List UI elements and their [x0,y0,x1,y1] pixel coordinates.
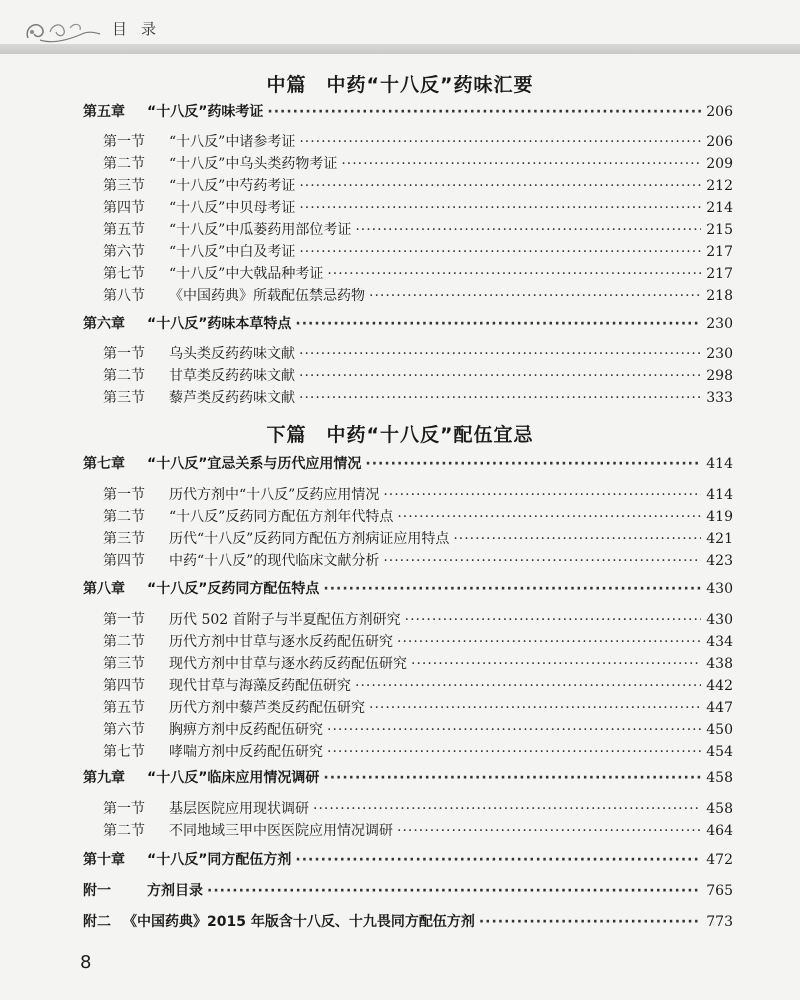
leader-dots [355,676,701,696]
toc-section[interactable] [103,632,733,652]
leader-dots [299,242,701,262]
toc-chapter-10[interactable] [83,850,733,870]
chapter-number: 第六章 [83,316,125,332]
chapter-title: “十八反”反药同方配伍特点 [147,581,320,597]
section-number: 第四节 [103,553,145,569]
leader-dots [327,264,701,284]
leader-dots [299,198,701,218]
section-number: 第二节 [103,823,145,839]
toc-chapter-6[interactable] [83,314,733,334]
leader-dots [313,799,701,819]
appendix-title: 方剂目录 [147,883,203,899]
section-title: 历代“十八反”反药同方配伍方剂病证应用特点 [169,531,450,547]
section-title: 历代方剂中“十八反”反药应用情况 [169,487,380,503]
section-title: “十八反”中诸参考证 [169,134,296,150]
page-ref: 217 [706,266,733,282]
appendix-title: 《中国药典》2015 年版含十八反、十九畏同方配伍方剂 [123,914,475,930]
section-number: 第三节 [103,656,145,672]
page-ref: 217 [706,244,733,260]
leader-dots [295,850,701,870]
chapter-title: “十八反”临床应用情况调研 [147,770,320,786]
page-ref: 430 [706,612,733,628]
section-title: “十八反”中白及考证 [169,244,296,260]
page-ref: 464 [706,823,733,839]
toc-section[interactable] [103,676,733,696]
page-ref: 438 [706,656,733,672]
section-title: “十八反”中乌头类药物考证 [169,156,338,172]
header-title: 目录 [112,20,171,38]
leader-dots [397,821,701,841]
leader-dots [299,388,701,408]
chapter-number: 第十章 [83,852,125,868]
chapter-title: “十八反”宜忌关系与历代应用情况 [147,456,362,472]
page-ref: 765 [706,883,733,899]
page-ref: 421 [706,531,733,547]
page-ref: 209 [706,156,733,172]
page-ref: 298 [706,368,733,384]
toc-chapter-7[interactable] [83,454,733,474]
leader-dots [397,507,701,527]
section-number: 第八节 [103,288,145,304]
toc-section[interactable] [103,264,733,284]
section-number: 第五节 [103,222,145,238]
page-ref: 218 [706,288,733,304]
page-ref: 230 [706,346,733,362]
leader-dots [299,132,701,152]
section-number: 第一节 [103,801,145,817]
page-ref: 454 [706,744,733,760]
page-ref: 206 [706,104,733,120]
section-number: 第四节 [103,678,145,694]
section-number: 第六节 [103,244,145,260]
chapter-number: 第五章 [83,104,125,120]
toc-chapter-9[interactable] [83,768,733,788]
section-title: 胸痹方剂中反药配伍研究 [169,722,323,738]
section-number: 第一节 [103,346,145,362]
leader-dots [411,654,701,674]
leader-dots [299,176,701,196]
page-ref: 458 [706,770,733,786]
toc-section[interactable] [103,821,733,841]
leader-dots [299,366,701,386]
chapter-number: 第七章 [83,456,125,472]
section-title: 基层医院应用现状调研 [169,801,309,817]
toc-appendix-1[interactable] [83,881,733,901]
toc-section[interactable] [103,485,733,505]
appendix-number: 附一 [83,883,111,899]
leader-dots [397,632,701,652]
page-ref: 423 [706,553,733,569]
leader-dots [453,529,701,549]
section-title: 现代方剂中甘草与逐水药反药配伍研究 [169,656,407,672]
leader-dots [479,912,701,932]
header-band [0,44,800,54]
toc-section[interactable] [103,176,733,196]
chapter-title: “十八反”药味本草特点 [147,316,292,332]
chapter-title: “十八反”同方配伍方剂 [147,852,292,868]
section-number: 第一节 [103,612,145,628]
leader-dots [405,610,701,630]
section-title: 藜芦类反药药味文献 [169,390,295,406]
section-title: 《中国药典》所载配伍禁忌药物 [169,288,365,304]
page-ref: 773 [706,914,733,930]
section-title: 中药“十八反”的现代临床文献分析 [169,553,380,569]
toc-section[interactable] [103,344,733,364]
toc-section[interactable] [103,388,733,408]
section-number: 第二节 [103,634,145,650]
page-ref: 215 [706,222,733,238]
section-title: 甘草类反药药味文献 [169,368,295,384]
toc-section[interactable] [103,799,733,819]
section-number: 第二节 [103,156,145,172]
page-ref: 458 [706,801,733,817]
page-ref: 206 [706,134,733,150]
leader-dots [341,154,701,174]
toc-section[interactable] [103,198,733,218]
toc-section[interactable] [103,698,733,718]
toc-section[interactable] [103,242,733,262]
section-title: 历代 502 首附子与半夏配伍方剂研究 [169,612,401,628]
section-title: “十八反”中瓜蒌药用部位考证 [169,222,352,238]
leader-dots [383,551,701,571]
leader-dots [323,579,701,599]
page-header [0,0,800,60]
section-number: 第七节 [103,744,145,760]
section-number: 第一节 [103,134,145,150]
leader-dots [369,698,701,718]
section-title: “十八反”中贝母考证 [169,200,296,216]
appendix-number: 附二 [83,914,111,930]
section-number: 第六节 [103,722,145,738]
toc-section[interactable] [103,551,733,571]
toc-section[interactable] [103,507,733,527]
chapter-title: “十八反”药味考证 [147,104,264,120]
leader-dots [207,881,701,901]
leader-dots [327,720,701,740]
leader-dots [327,742,701,762]
page-ref: 230 [706,316,733,332]
page-ref: 447 [706,700,733,716]
page-ref: 450 [706,722,733,738]
toc-section[interactable] [103,286,733,306]
section-title: 乌头类反药药味文献 [169,346,295,362]
section-number: 第三节 [103,531,145,547]
toc-section[interactable] [103,720,733,740]
page-ref: 434 [706,634,733,650]
toc-section[interactable] [103,366,733,386]
section-number: 第五节 [103,700,145,716]
part-title-middle: 中篇 中药“十八反”药味汇要 [266,74,534,96]
section-number: 第一节 [103,487,145,503]
leader-dots [299,344,701,364]
leader-dots [355,220,701,240]
leader-dots [295,314,701,334]
section-title: “十八反”中芍药考证 [169,178,296,194]
leader-dots [383,485,701,505]
section-title: “十八反”中大戟品种考证 [169,266,324,282]
section-title: 历代方剂中藜芦类反药配伍研究 [169,700,365,716]
toc-section[interactable] [103,220,733,240]
page-ref: 212 [706,178,733,194]
toc-section[interactable] [103,529,733,549]
toc-chapter-5[interactable] [83,102,733,122]
section-number: 第三节 [103,178,145,194]
page-number: 8 [80,952,92,973]
page-ref: 414 [706,487,733,503]
section-number: 第二节 [103,509,145,525]
section-number: 第七节 [103,266,145,282]
chapter-number: 第八章 [83,581,125,597]
leader-dots [369,286,701,306]
section-title: 不同地域三甲中医医院应用情况调研 [169,823,393,839]
toc-section[interactable] [103,132,733,152]
page-ref: 442 [706,678,733,694]
page-ref: 333 [706,390,733,406]
section-title: 历代方剂中甘草与逐水反药配伍研究 [169,634,393,650]
toc-section[interactable] [103,654,733,674]
section-title: “十八反”反药同方配伍方剂年代特点 [169,509,394,525]
page-ref: 414 [706,456,733,472]
toc-section[interactable] [103,610,733,630]
section-title: 现代甘草与海藻反药配伍研究 [169,678,351,694]
toc-section[interactable] [103,742,733,762]
toc-chapter-8[interactable] [83,579,733,599]
part-title-lower: 下篇 中药“十八反”配伍宜忌 [266,424,534,446]
section-number: 第四节 [103,200,145,216]
page-ref: 419 [706,509,733,525]
leader-dots [365,454,701,474]
page-ref: 430 [706,581,733,597]
page-ref: 214 [706,200,733,216]
chapter-number: 第九章 [83,770,125,786]
section-number: 第二节 [103,368,145,384]
page-ref: 472 [706,852,733,868]
leader-dots [267,102,701,122]
section-number: 第三节 [103,390,145,406]
section-title: 哮喘方剂中反药配伍研究 [169,744,323,760]
toc-section[interactable] [103,154,733,174]
leader-dots [323,768,701,788]
toc-appendix-2[interactable] [83,912,733,932]
